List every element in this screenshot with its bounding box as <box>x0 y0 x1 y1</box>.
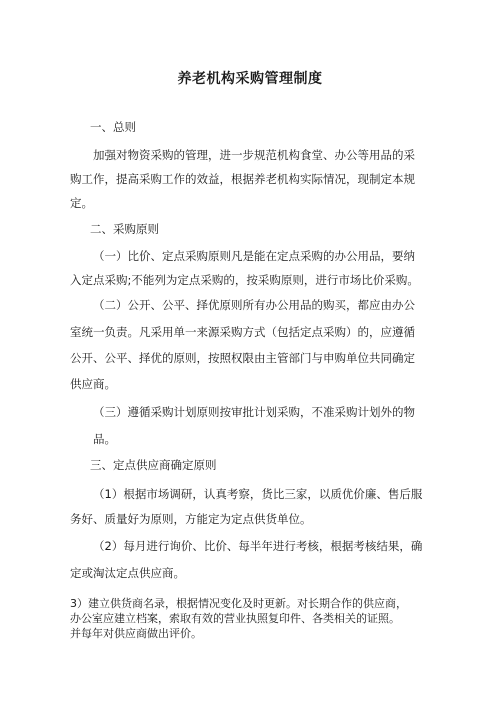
paragraph-line: （一）比价、定点采购原则凡是能在定点采购的办公用品，要纳 <box>93 249 415 263</box>
paragraph-line: 办公室应建立档案，索取有效的营业执照复印件、各类相关的证照。 <box>70 612 400 625</box>
paragraph-line: 定或淘汰定点供应商。 <box>70 566 185 580</box>
paragraph-line: 并每年对供应商做出评价。 <box>70 627 202 640</box>
paragraph-line: 定。 <box>70 196 93 210</box>
paragraph-line: （三）遵循采购计划原则按审批计划采购，不准采购计划外的物 <box>93 405 415 419</box>
paragraph-line: 公开、公平、择优的原则，按照权限由主管部门与申购单位共同确定 <box>70 351 415 365</box>
paragraph-line: 品。 <box>93 432 116 446</box>
section-heading-principles: 二、采购原则 <box>90 222 159 236</box>
paragraph-line: 室统一负责。凡采用单一来源采购方式（包括定点采购）的，应遵循 <box>70 325 415 339</box>
section-heading-general: 一、总则 <box>90 120 136 134</box>
paragraph-line: 务好、质量好为原则，方能定为定点供货单位。 <box>70 512 312 526</box>
paragraph-line: 入定点采购;不能列为定点采购的，按采购原则，进行市场比价采购。 <box>70 273 419 287</box>
paragraph-line: 购工作，提高采购工作的效益，根据养老机构实际情况，现制定本规 <box>70 172 415 186</box>
document-title: 养老机构采购管理制度 <box>177 71 323 87</box>
paragraph-line: （1）根据市场调研，认真考察，货比三家，以质优价廉、售后服 <box>93 487 423 501</box>
paragraph-line: （2）每月进行询价、比价、每半年进行考核，根据考核结果，确 <box>93 539 423 553</box>
paragraph-line: 加强对物资采购的管理，进一步规范机构食堂、办公等用品的采 <box>93 148 415 162</box>
paragraph-line: 3）建立供货商名录，根据情况变化及时更新。对长期合作的供应商， <box>70 597 407 610</box>
paragraph-line: （二）公开、公平、择优原则所有办公用品的购买，都应由办公 <box>93 298 415 312</box>
paragraph-line: 供应商。 <box>70 377 116 391</box>
section-heading-suppliers: 三、定点供应商确定原则 <box>90 458 217 472</box>
